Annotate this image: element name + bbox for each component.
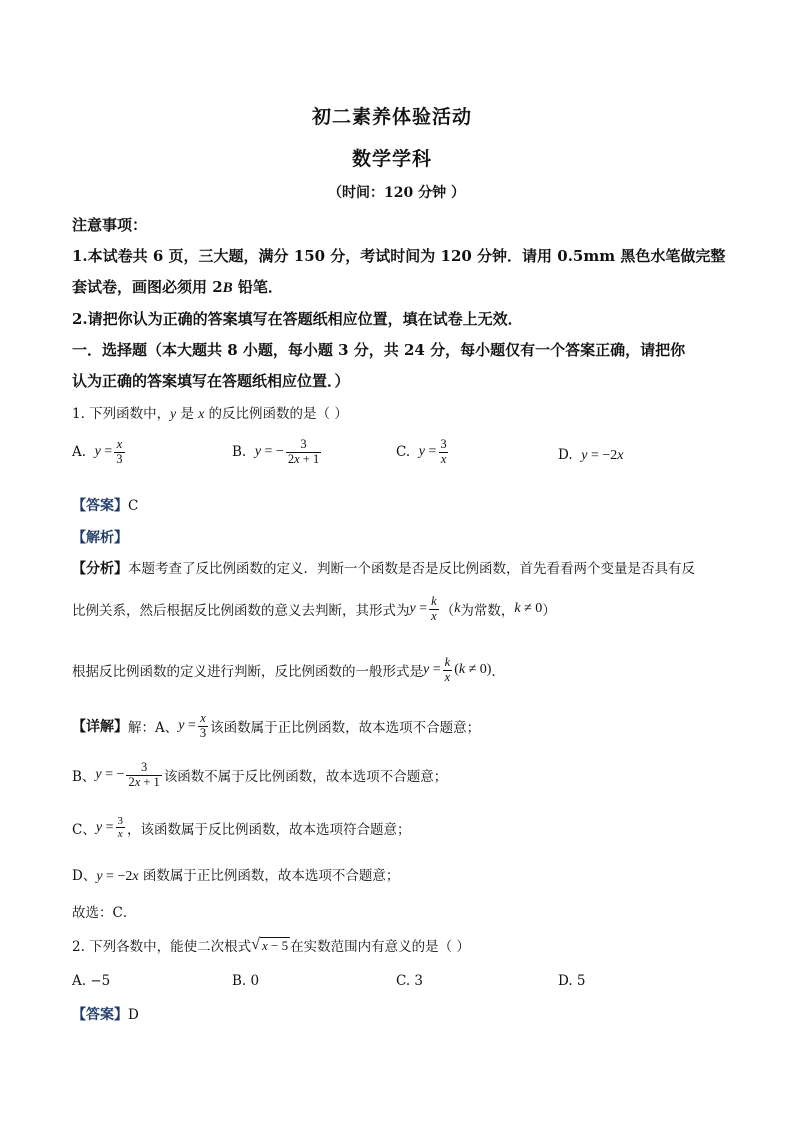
q1-analysis-line-3: 根据反比例函数的定义进行判断，反比例函数的一般形式是 y = $\frac{k}{x}$ (k ≠ 0) ． [72, 655, 505, 684]
notes-item-1-line-1: 1.本试卷共 6 页，三大题，满分 150 分，考试时间为 120 分钟．请用 0.5mm 黑色水笔做完整 [72, 247, 726, 265]
q1-analysis-line-2: 比例关系，然后根据反比例函数的意义去判断，其形式为 y = $\frac{k}{x}$ （ k 为常数， k ≠ 0 ） [72, 594, 556, 623]
q1-detail-c: C、 y = $\frac{3}{x}$ ，该函数属于反比例函数，故本选项符合题意； [72, 815, 411, 841]
q2-option-a: A. −5 [72, 973, 111, 989]
q1-conclusion: 故选：C． [72, 905, 137, 921]
q1-detail-b: B、 y = − $\frac{3}{2x + 1}$ 该函数不属于反比例函数，故本选项不合题意； [72, 760, 448, 789]
question-1-stem: 1. 下列函数中，y 是 x 的反比例函数的是（ ） [72, 406, 348, 422]
q2-answer: 【答案】D [72, 1007, 139, 1023]
notes-item-2: 2.请把你认为正确的答案填写在答题纸相应位置，填在试卷上无效． [72, 310, 523, 328]
notes-item-1-line-2: 套试卷，画图必须用 2B 铅笔． [72, 278, 283, 296]
q2-option-c: C. 3 [396, 973, 424, 989]
q1-analysis-line-1: 【分析】本题考查了反比例函数的定义．判断一个函数是否是反比例函数，首先看看两个变量是否具有反 [72, 561, 695, 577]
q1-option-c: C. y = $\frac{3}{x}$ [396, 437, 447, 466]
section-1-heading-line-1: 一．选择题（本大题共 8 小题，每小题 3 分，共 24 分，每小题仅有一个答案正确，请把你 [72, 341, 686, 359]
page-title: 初二素养体验活动 [312, 106, 473, 128]
q1-option-a: A. y = $\frac{x}{3}$ [72, 437, 123, 466]
q1-answer: 【答案】C [72, 498, 139, 514]
radical-expression: √ x − 5 [251, 935, 289, 953]
q2-option-d: D. 5 [558, 973, 586, 989]
q1-analysis-tag: 【解析】 [72, 530, 128, 546]
q1-option-b: B. y = − $\frac{3}{2x + 1}$ [232, 437, 320, 466]
exam-time: （时间：120 分钟 ） [328, 185, 465, 201]
subject-title: 数学学科 [352, 148, 433, 170]
q1-detail-a: 【详解】 解：A、 y = $\frac{x}{3}$ 该函数属于正比例函数，故本选项不合题意； [72, 711, 481, 740]
section-1-heading-line-2: 认为正确的答案填写在答题纸相应位置．） [72, 372, 350, 390]
notes-heading: 注意事项： [72, 216, 148, 234]
q2-option-b: B. 0 [232, 973, 260, 989]
question-2-stem: 2. 下列各数中，能使二次根式 √ x − 5 在实数范围内有意义的是（ ） [72, 935, 470, 955]
q1-detail-d: D、y = −2x 函数属于正比例函数，故本选项不合题意； [72, 868, 400, 884]
q1-option-d: D. y = −2x [558, 447, 624, 463]
